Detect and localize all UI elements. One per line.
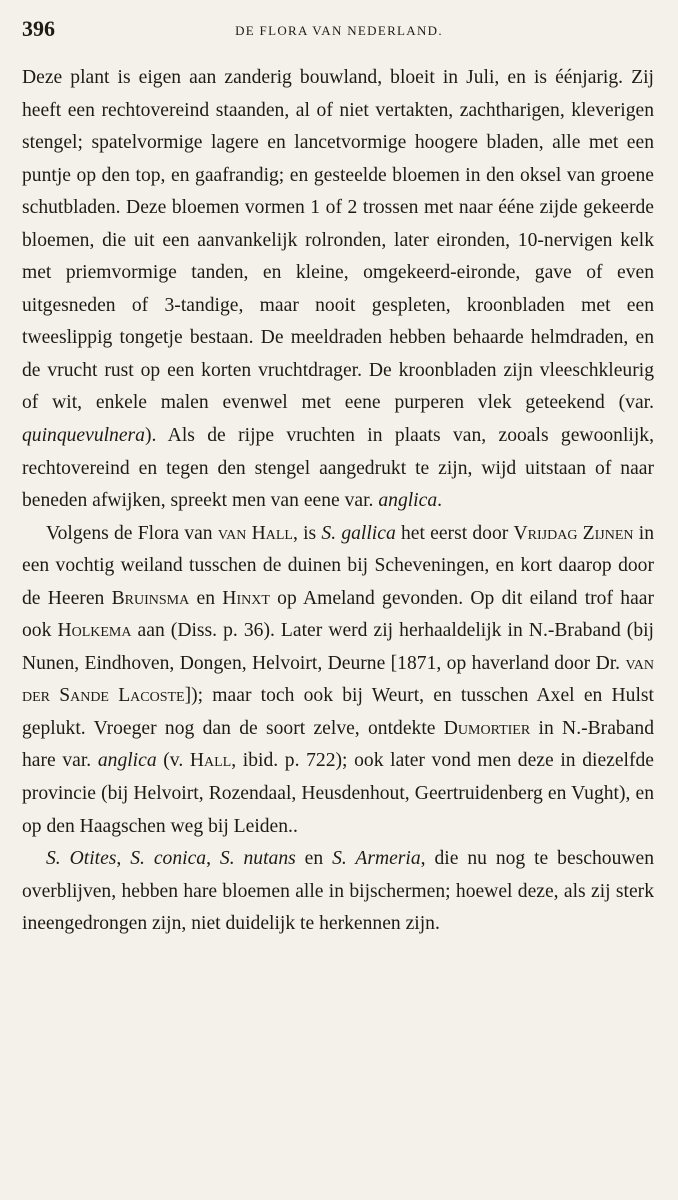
body-text bbox=[22, 62, 654, 941]
taxon-name: S. conica bbox=[130, 848, 207, 870]
text-run: aan (Diss. p. 36). Later werd zij herhaaldelijk in N.-Braband (bij Nunen, Eindhoven, Dongen, Helvoirt, Deurne [1871, op haverland door Dr. bbox=[22, 620, 655, 674]
person-name: Dumortier bbox=[443, 717, 531, 739]
text-run: , die nu nog te beschouwen overblijven, hebben hare bloemen alle in bijschermen; hoewel deze, als zij sterk ineengedrongen zijn, niet duidelijk te herkennen zijn. bbox=[22, 848, 655, 935]
text-run: in een vochtig weiland tusschen de duinen bij Scheveningen, en kort daarop door de Heeren bbox=[22, 522, 655, 609]
text-run: ]); maar toch ook bij Weurt, en tusschen Axel en Hulst geplukt. Vroeger nog dan de soort zelve, ontdekte bbox=[22, 685, 654, 739]
text-run: , ibid. p. 722); ook later vond men deze in diezelfde provincie (bij Helvoirt, Rozendaal, Heusdenhout, Geertruidenberg en Vught), en op den Haagschen weg bij Leiden.. bbox=[22, 750, 655, 837]
taxon-name: S. nutans bbox=[219, 848, 296, 870]
text-run: Deze plant is eigen aan zanderig bouwland, bloeit in Juli, en is éénjarig. Zij heeft een rechtovereind staanden, al of niet vertakten, zachtharigen, kleverigen stengel; spatelvormige lagere en lancetvormige hoogere bladen, alle met een puntje op den top, en gaafrandig; en gesteelde bloemen in den oksel van groene schutbladen. Deze bloemen vormen 1 of 2 trossen met naar ééne zijde gekeerde bloemen, die uit een aanvankelijk rolronden, later eironden, 10-nervigen kelk met priemvormige tanden, en kleine, omgekeerd-eironde, gave of even uitgesneden of 3-tandige, maar nooit gespleten, kroonbladen met een tweeslippig tongetje bestaan. De meeldraden hebben behaarde helmdraden, en de vrucht rust op een korten vruchtdrager. De kroonbladen zijn vleeschkleurig of wit, enkele malen evenwel met eene purperen vlek geteekend (var. bbox=[22, 67, 654, 414]
person-name: van der Sande Lacoste bbox=[22, 652, 654, 707]
taxon-name: S. Armeria bbox=[332, 848, 421, 870]
text-run: , bbox=[206, 848, 220, 870]
text-run: en bbox=[189, 587, 223, 609]
text-run: Volgens de Flora van bbox=[46, 522, 218, 544]
paragraph-distribution bbox=[22, 518, 654, 843]
text-run: (v. bbox=[156, 750, 190, 772]
text-run: op Ameland gevonden. Op dit eiland trof haar ook bbox=[22, 587, 654, 642]
taxon-name: anglica bbox=[97, 750, 157, 772]
text-run: en bbox=[295, 848, 333, 870]
text-run: , bbox=[116, 848, 131, 870]
taxon-name: quinquevulnera bbox=[22, 425, 145, 447]
person-name: Bruinsma bbox=[111, 587, 190, 609]
person-name: Holkema bbox=[57, 620, 132, 642]
text-run: het eerst door bbox=[395, 522, 514, 544]
taxon-name: anglica bbox=[378, 490, 438, 512]
taxon-name: S. Otites bbox=[46, 848, 117, 870]
text-run: ). Als de rijpe vruchten in plaats van, zooals gewoonlijk, rechtovereind en tegen den stengel aangedrukt te zijn, wijd uitstaan of naar beneden afwijken, spreekt men van eene var. bbox=[22, 425, 654, 512]
person-name: Hinxt bbox=[222, 587, 270, 609]
page-number: 396 bbox=[22, 16, 55, 41]
person-name: Vrijdag Zijnen bbox=[513, 522, 634, 544]
running-title: DE FLORA VAN NEDERLAND. bbox=[235, 23, 443, 38]
person-name: Hall bbox=[189, 750, 232, 772]
text-run: in N.-Braband hare var. bbox=[22, 717, 654, 772]
paragraph-description bbox=[22, 62, 654, 518]
person-name: van Hall bbox=[217, 522, 293, 544]
page-header bbox=[22, 16, 656, 50]
text-run: , is bbox=[292, 522, 322, 544]
paragraph-other-species bbox=[22, 843, 654, 941]
taxon-name: S. gallica bbox=[321, 522, 396, 544]
text-run: . bbox=[437, 490, 443, 512]
